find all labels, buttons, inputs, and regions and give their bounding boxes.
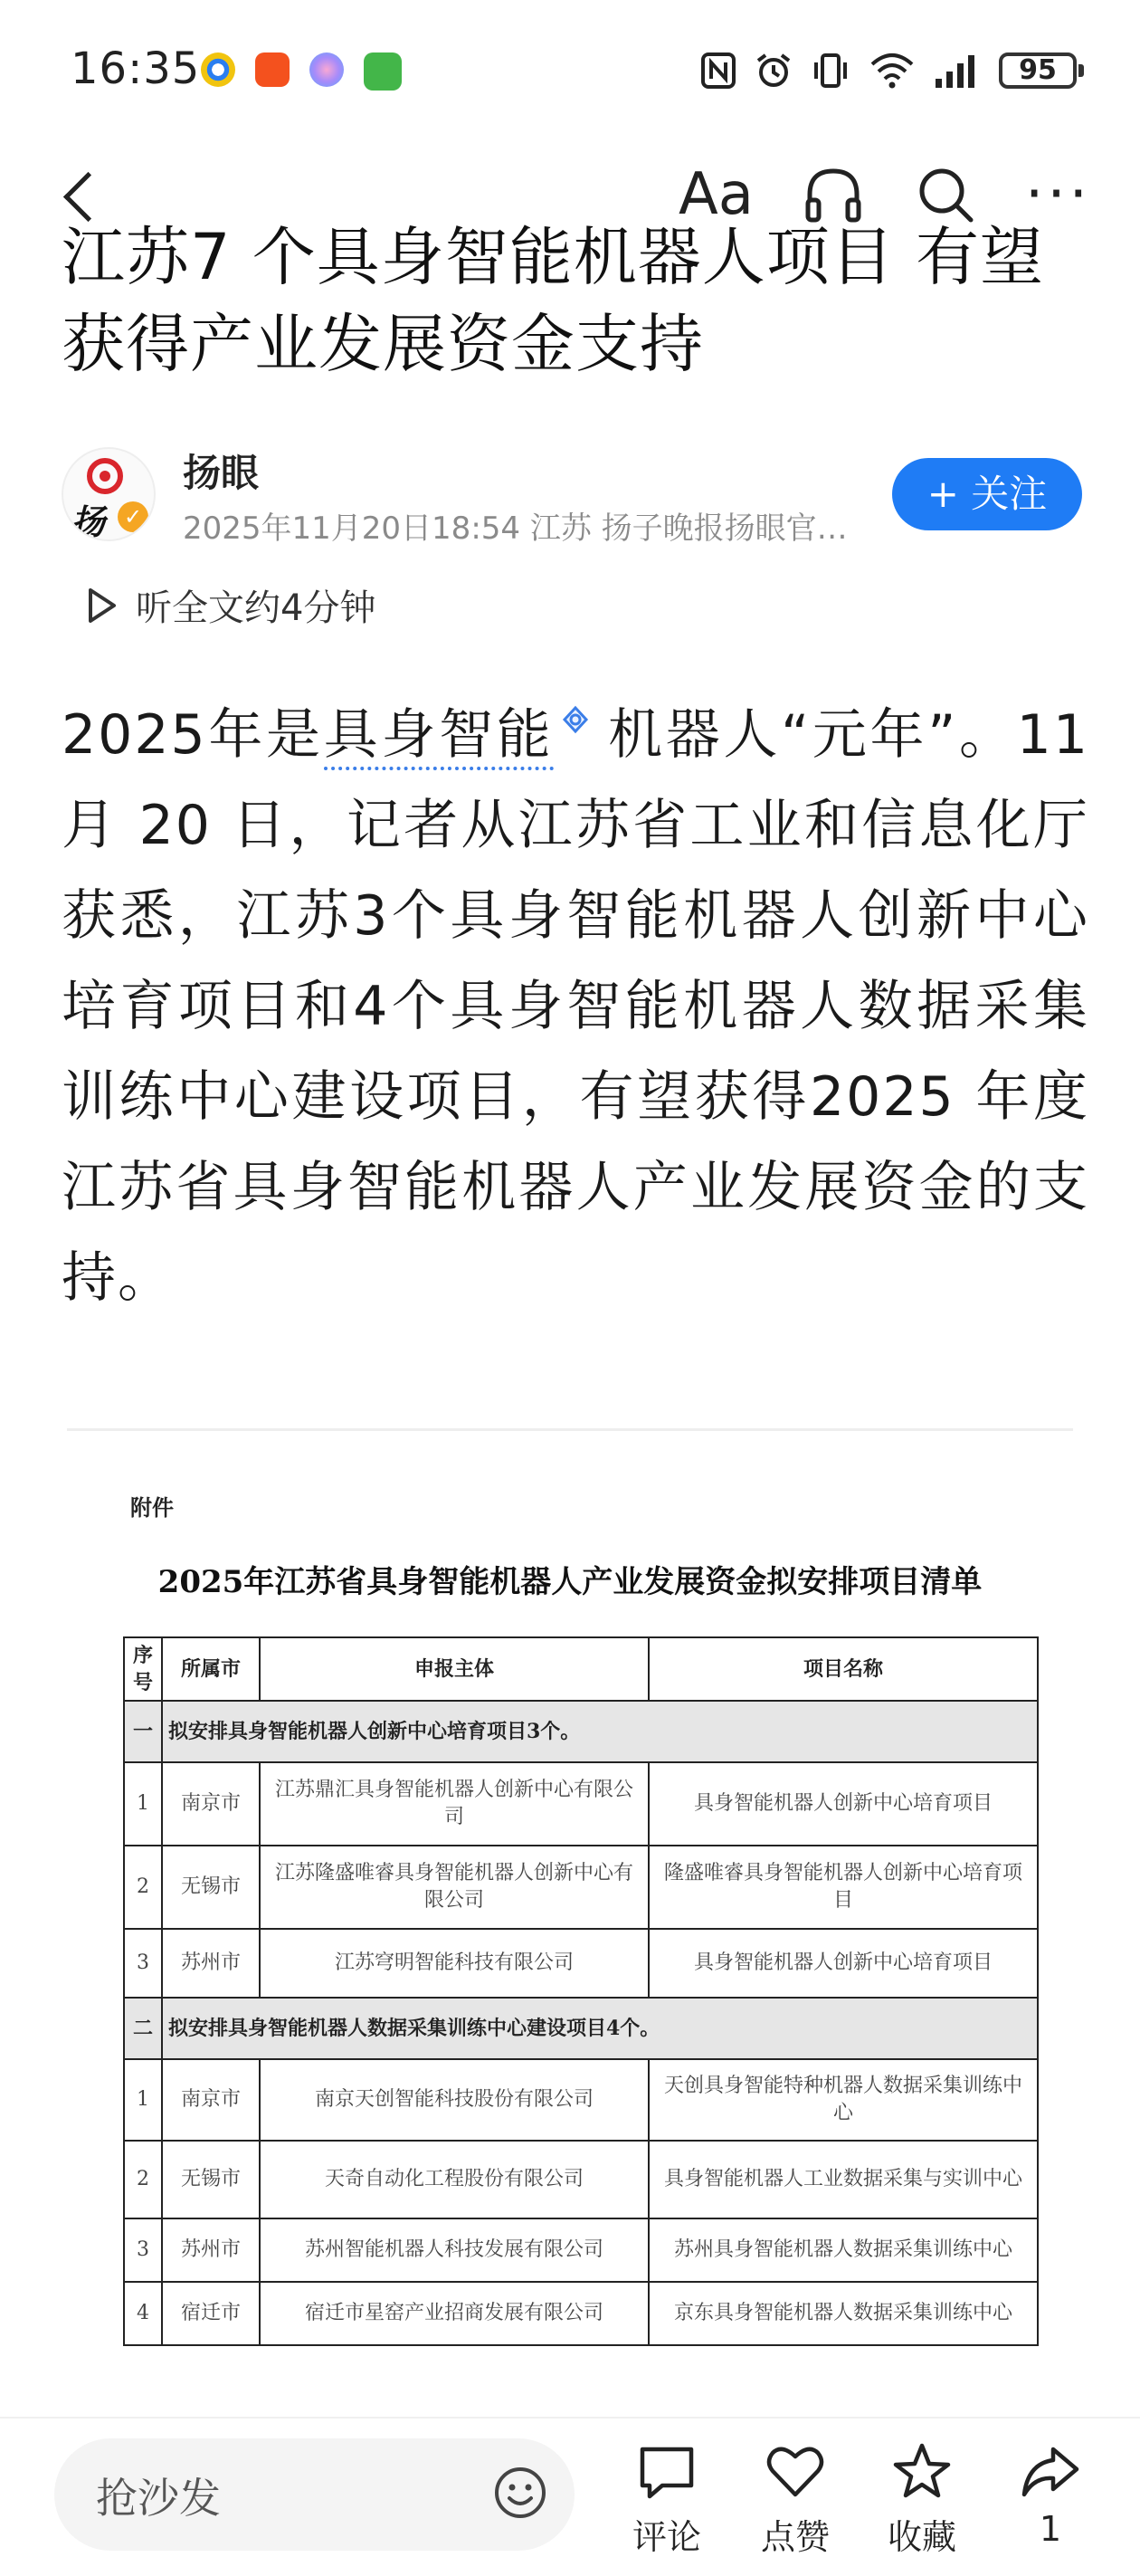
- cell-no: 3: [124, 1929, 162, 1998]
- cell-project: 具身智能机器人创新中心培育项目: [649, 1762, 1038, 1846]
- cell-city: 苏州市: [162, 2218, 260, 2282]
- table-row: [124, 1929, 1038, 1998]
- section-row: [124, 1701, 1038, 1762]
- content-divider: [67, 1428, 1073, 1431]
- cell-no: 2: [124, 2141, 162, 2218]
- battery-indicator: 95: [999, 52, 1077, 89]
- like-label: 点赞: [760, 2517, 830, 2557]
- cell-no: 1: [124, 2059, 162, 2141]
- table-row: [124, 1762, 1038, 1846]
- comment-input[interactable]: [54, 2438, 575, 2551]
- section-title: 拟安排具身智能机器人创新中心培育项目3个。: [162, 1701, 1038, 1762]
- cell-city: 无锡市: [162, 1846, 260, 1929]
- table-row: [124, 2141, 1038, 2218]
- project-table: [123, 1636, 1039, 2346]
- cell-org: 江苏穹明智能科技有限公司: [260, 1929, 649, 1998]
- table-row: [124, 1846, 1038, 1929]
- alarm-icon: [755, 52, 793, 90]
- listen-full-article[interactable]: [87, 579, 375, 631]
- header-project: 项目名称: [649, 1637, 1038, 1701]
- cell-org: 苏州智能机器人科技发展有限公司: [260, 2218, 649, 2282]
- section-title: 拟安排具身智能机器人数据采集训练中心建设项目4个。: [162, 1998, 1038, 2059]
- cell-project: 具身智能机器人工业数据采集与实训中心: [649, 2141, 1038, 2218]
- notification-app-icon: [309, 52, 344, 87]
- header-no: 序号: [124, 1637, 162, 1701]
- more-options-button[interactable]: ···: [1024, 161, 1091, 228]
- emoji-icon[interactable]: [493, 2466, 547, 2520]
- cell-org: 江苏鼎汇具身智能机器人创新中心有限公司: [260, 1762, 649, 1846]
- cell-project: 苏州具身智能机器人数据采集训练中心: [649, 2218, 1038, 2282]
- play-icon: [87, 587, 118, 625]
- avatar-logo-text: 扬: [71, 502, 106, 541]
- cell-no: 3: [124, 2218, 162, 2282]
- cell-org: 江苏隆盛唯睿具身智能机器人创新中心有限公司: [260, 1846, 649, 1929]
- heart-icon: [764, 2440, 827, 2504]
- section-number: 二: [124, 1998, 162, 2059]
- keyword-search-icon[interactable]: [561, 705, 590, 734]
- comment-placeholder: 抢沙发: [96, 2474, 221, 2523]
- nfc-icon: [700, 52, 736, 90]
- vibrate-icon: [811, 52, 850, 90]
- signal-icon: [934, 52, 981, 90]
- cell-org: 南京天创智能科技股份有限公司: [260, 2059, 649, 2141]
- status-icons: [700, 45, 1077, 96]
- paragraph-text: 机器人“元年”。11 月 20 日，记者从江苏省工业和信息化厅获悉，江苏3个具身智能机器人创新中心培育项目和4个具身智能机器人数据采集训练中心建设项目，有望获得2025 年度江苏省具身智能机器人产业发展资金的支持。: [62, 703, 1090, 1310]
- section-number: 一: [124, 1701, 162, 1762]
- table-row: [124, 2059, 1038, 2141]
- author-meta: 2025年11月20日18:54 江苏 扬子晚报扬眼官…: [183, 510, 848, 547]
- cell-org: 宿迁市星窑产业招商发展有限公司: [260, 2282, 649, 2345]
- favorite-button[interactable]: [872, 2440, 972, 2559]
- comment-label: 评论: [632, 2517, 701, 2557]
- doc-attachment-label: 附件: [130, 1494, 174, 1521]
- cell-org: 天奇自动化工程股份有限公司: [260, 2141, 649, 2218]
- header-city: 所属市: [162, 1637, 260, 1701]
- wifi-icon: [869, 52, 916, 90]
- cell-project: 天创具身智能特种机器人数据采集训练中心: [649, 2059, 1038, 2141]
- notification-app-icon: [364, 52, 402, 91]
- share-button[interactable]: [1001, 2440, 1100, 2549]
- keyword-link[interactable]: 具身智能: [324, 703, 555, 770]
- share-icon: [1019, 2440, 1082, 2504]
- status-time: 16:35: [71, 43, 201, 94]
- bottom-action-bar: [0, 2417, 1140, 2576]
- cell-city: 南京市: [162, 2059, 260, 2141]
- comment-icon: [635, 2440, 698, 2504]
- paragraph-text: 2025年是: [62, 703, 324, 767]
- verified-badge-icon: ✓: [118, 501, 148, 532]
- author-name[interactable]: 扬眼: [183, 451, 260, 495]
- cell-no: 1: [124, 1762, 162, 1846]
- cell-city: 苏州市: [162, 1929, 260, 1998]
- cell-no: 2: [124, 1846, 162, 1929]
- notification-app-icon: [255, 52, 290, 87]
- status-bar: [0, 0, 1140, 136]
- cell-city: 南京市: [162, 1762, 260, 1846]
- cell-city: 无锡市: [162, 2141, 260, 2218]
- avatar-logo-eye: [87, 458, 123, 494]
- font-size-button[interactable]: Aa: [678, 161, 754, 228]
- header-org: 申报主体: [260, 1637, 649, 1701]
- doc-title: 2025年江苏省具身智能机器人产业发展资金拟安排项目清单: [157, 1564, 983, 1600]
- section-row: [124, 1998, 1038, 2059]
- notification-app-icon: [201, 52, 235, 87]
- share-count: 1: [1039, 2509, 1062, 2549]
- comment-button[interactable]: [617, 2440, 717, 2559]
- cell-project: 具身智能机器人创新中心培育项目: [649, 1929, 1038, 1998]
- cell-city: 宿迁市: [162, 2282, 260, 2345]
- attachment-image[interactable]: [67, 1439, 1073, 2399]
- cell-project: 隆盛唯睿具身智能机器人创新中心培育项目: [649, 1846, 1038, 1929]
- like-button[interactable]: [746, 2440, 845, 2559]
- follow-button[interactable]: + 关注: [892, 458, 1082, 530]
- author-avatar[interactable]: [62, 447, 156, 541]
- table-row: [124, 2218, 1038, 2282]
- table-header-row: [124, 1637, 1038, 1701]
- star-icon: [890, 2440, 954, 2504]
- favorite-label: 收藏: [887, 2517, 956, 2557]
- article-paragraph: [62, 690, 1089, 1323]
- table-row: [124, 2282, 1038, 2345]
- listen-label: 听全文约4分钟: [136, 587, 376, 629]
- cell-project: 京东具身智能机器人数据采集训练中心: [649, 2282, 1038, 2345]
- cell-no: 4: [124, 2282, 162, 2345]
- article-title: 江苏7 个具身智能机器人项目 有望获得产业发展资金支持: [62, 220, 1045, 381]
